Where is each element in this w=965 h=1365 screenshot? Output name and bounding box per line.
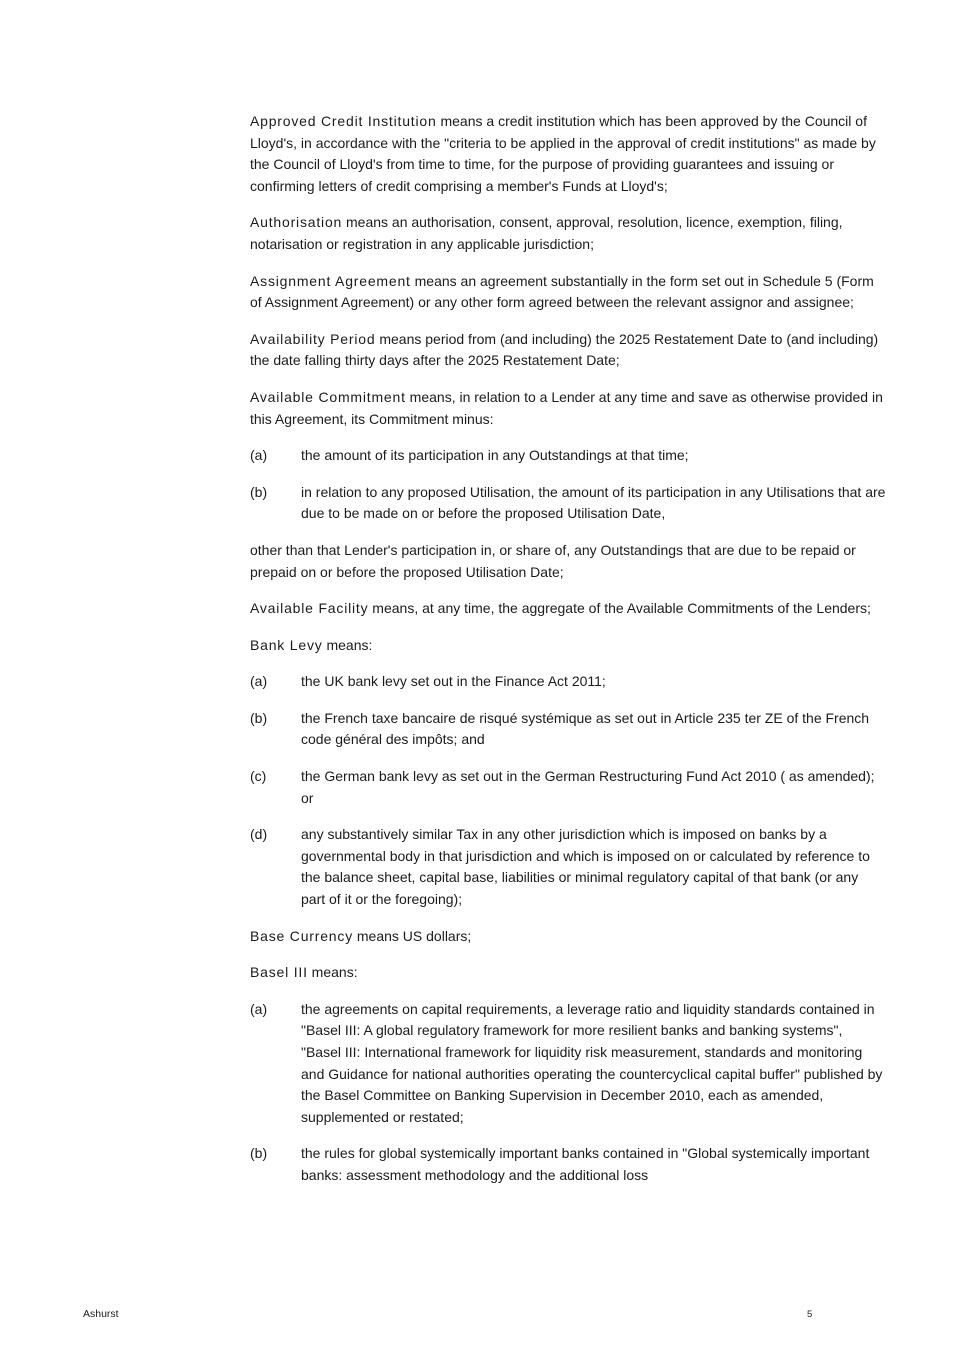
defined-term: Bank Levy <box>250 636 323 653</box>
list-item-marker: (b) <box>250 709 268 726</box>
list-item-text: the French taxe bancaire de risqué systémique as set out in Article 235 ter ZE of the French code général des impôts; and <box>301 709 870 748</box>
list-item <box>250 445 886 467</box>
list-item-marker: (c) <box>250 768 267 785</box>
list-item-marker: (a) <box>250 447 268 464</box>
list-item-text: the German bank levy as set out in the German Restructuring Fund Act 2010 ( as amended); or <box>301 768 875 806</box>
defined-term: Availability Period <box>250 330 376 347</box>
defined-term: Available Facility <box>250 600 369 617</box>
definition-paragraph: Authorisation means an authorisation, consent, approval, resolution, licence, exemption, filing, notarisation or registration in any applicable jurisdiction; <box>250 214 843 252</box>
definition-paragraph: Availability Period means period from (and including) the 2025 Restatement Date to (and including) the date falling thirty days after the 2025 Restatement Date; <box>250 330 879 369</box>
definition-paragraph: Bank Levy means: <box>250 636 373 653</box>
footer-page-number: 5 <box>807 1309 813 1320</box>
list-item-text: the agreements on capital requirements, a leverage ratio and liquidity standards contained in "Basel III: A global regulatory framework for more resilient banks and banking systems", "Basel III: International framework for liquidity risk measurement, standards and monitoring and Guidance for national authorities operating the countercyclical capital buffer" published by the Basel Committee on Banking Supervision in December 2010, each as amended, supplemented or restated; <box>301 1000 883 1125</box>
paragraph: other than that Lender's participation in, or share of, any Outstandings that are due to be repaid or prepaid on or before the proposed Utilisation Date; <box>250 541 856 580</box>
list-item <box>250 824 886 910</box>
list-item-marker: (b) <box>250 483 268 500</box>
definition-paragraph: Available Commitment means, in relation to a Lender at any time and save as otherwise provided in this Agreement, its Commitment minus: <box>250 388 883 427</box>
footer-firm-name: Ashurst <box>83 1308 119 1320</box>
list-item-marker: (a) <box>250 673 268 690</box>
list-item-text: the UK bank levy set out in the Finance Act 2011; <box>301 673 606 690</box>
list-item-marker: (b) <box>250 1145 268 1162</box>
list-item-text: the amount of its participation in any Outstandings at that time; <box>301 447 689 464</box>
definition-paragraph: Base Currency means US dollars; <box>250 927 472 944</box>
definition-paragraph: Assignment Agreement means an agreement substantially in the form set out in Schedule 5 (Form of Assignment Agreement) or any other form agreed between the relevant assignor and assignee; <box>250 272 874 311</box>
defined-term: Assignment Agreement <box>250 272 411 289</box>
defined-term: Basel III <box>250 964 308 981</box>
list-item-marker: (d) <box>250 826 268 843</box>
list-item <box>250 766 886 809</box>
list-item-text: any substantively similar Tax in any other jurisdiction which is imposed on banks by a governmental body in that jurisdiction and which is imposed on or calculated by reference to the balance sheet, capital base, liabilities or minimal regulatory capital of that bank (or any part of it or the foregoing); <box>301 826 870 908</box>
list-item <box>250 999 886 1129</box>
list-item <box>250 671 886 693</box>
defined-term: Available Commitment <box>250 388 406 405</box>
list-item-marker: (a) <box>250 1000 268 1017</box>
definition-paragraph: Approved Credit Institution means a credit institution which has been approved by the Council of Lloyd's, in accordance with the "criteria to be applied in the approval of credit institutions" as made by the Council of Lloyd's from time to time, for the purpose of providing guarantees and issuing or confirming letters of credit comprising a member's Funds at Lloyd's; <box>250 113 876 194</box>
defined-term: Base Currency <box>250 927 353 944</box>
list-item-text: the rules for global systemically important banks contained in "Global systemically important banks: assessment methodology and the additional loss <box>301 1145 870 1183</box>
list-item <box>250 708 886 751</box>
definition-paragraph: Available Facility means, at any time, the aggregate of the Available Commitments of the Lenders; <box>250 600 871 617</box>
document-body <box>250 111 886 1202</box>
defined-term: Approved Credit Institution <box>250 113 437 129</box>
list-item <box>250 482 886 525</box>
defined-term: Authorisation <box>250 214 343 231</box>
definition-paragraph: Basel III means: <box>250 964 358 981</box>
list-item-text: in relation to any proposed Utilisation, the amount of its participation in any Utilisations that are due to be made on or before the proposed Utilisation Date, <box>301 483 886 522</box>
list-item <box>250 1143 886 1186</box>
